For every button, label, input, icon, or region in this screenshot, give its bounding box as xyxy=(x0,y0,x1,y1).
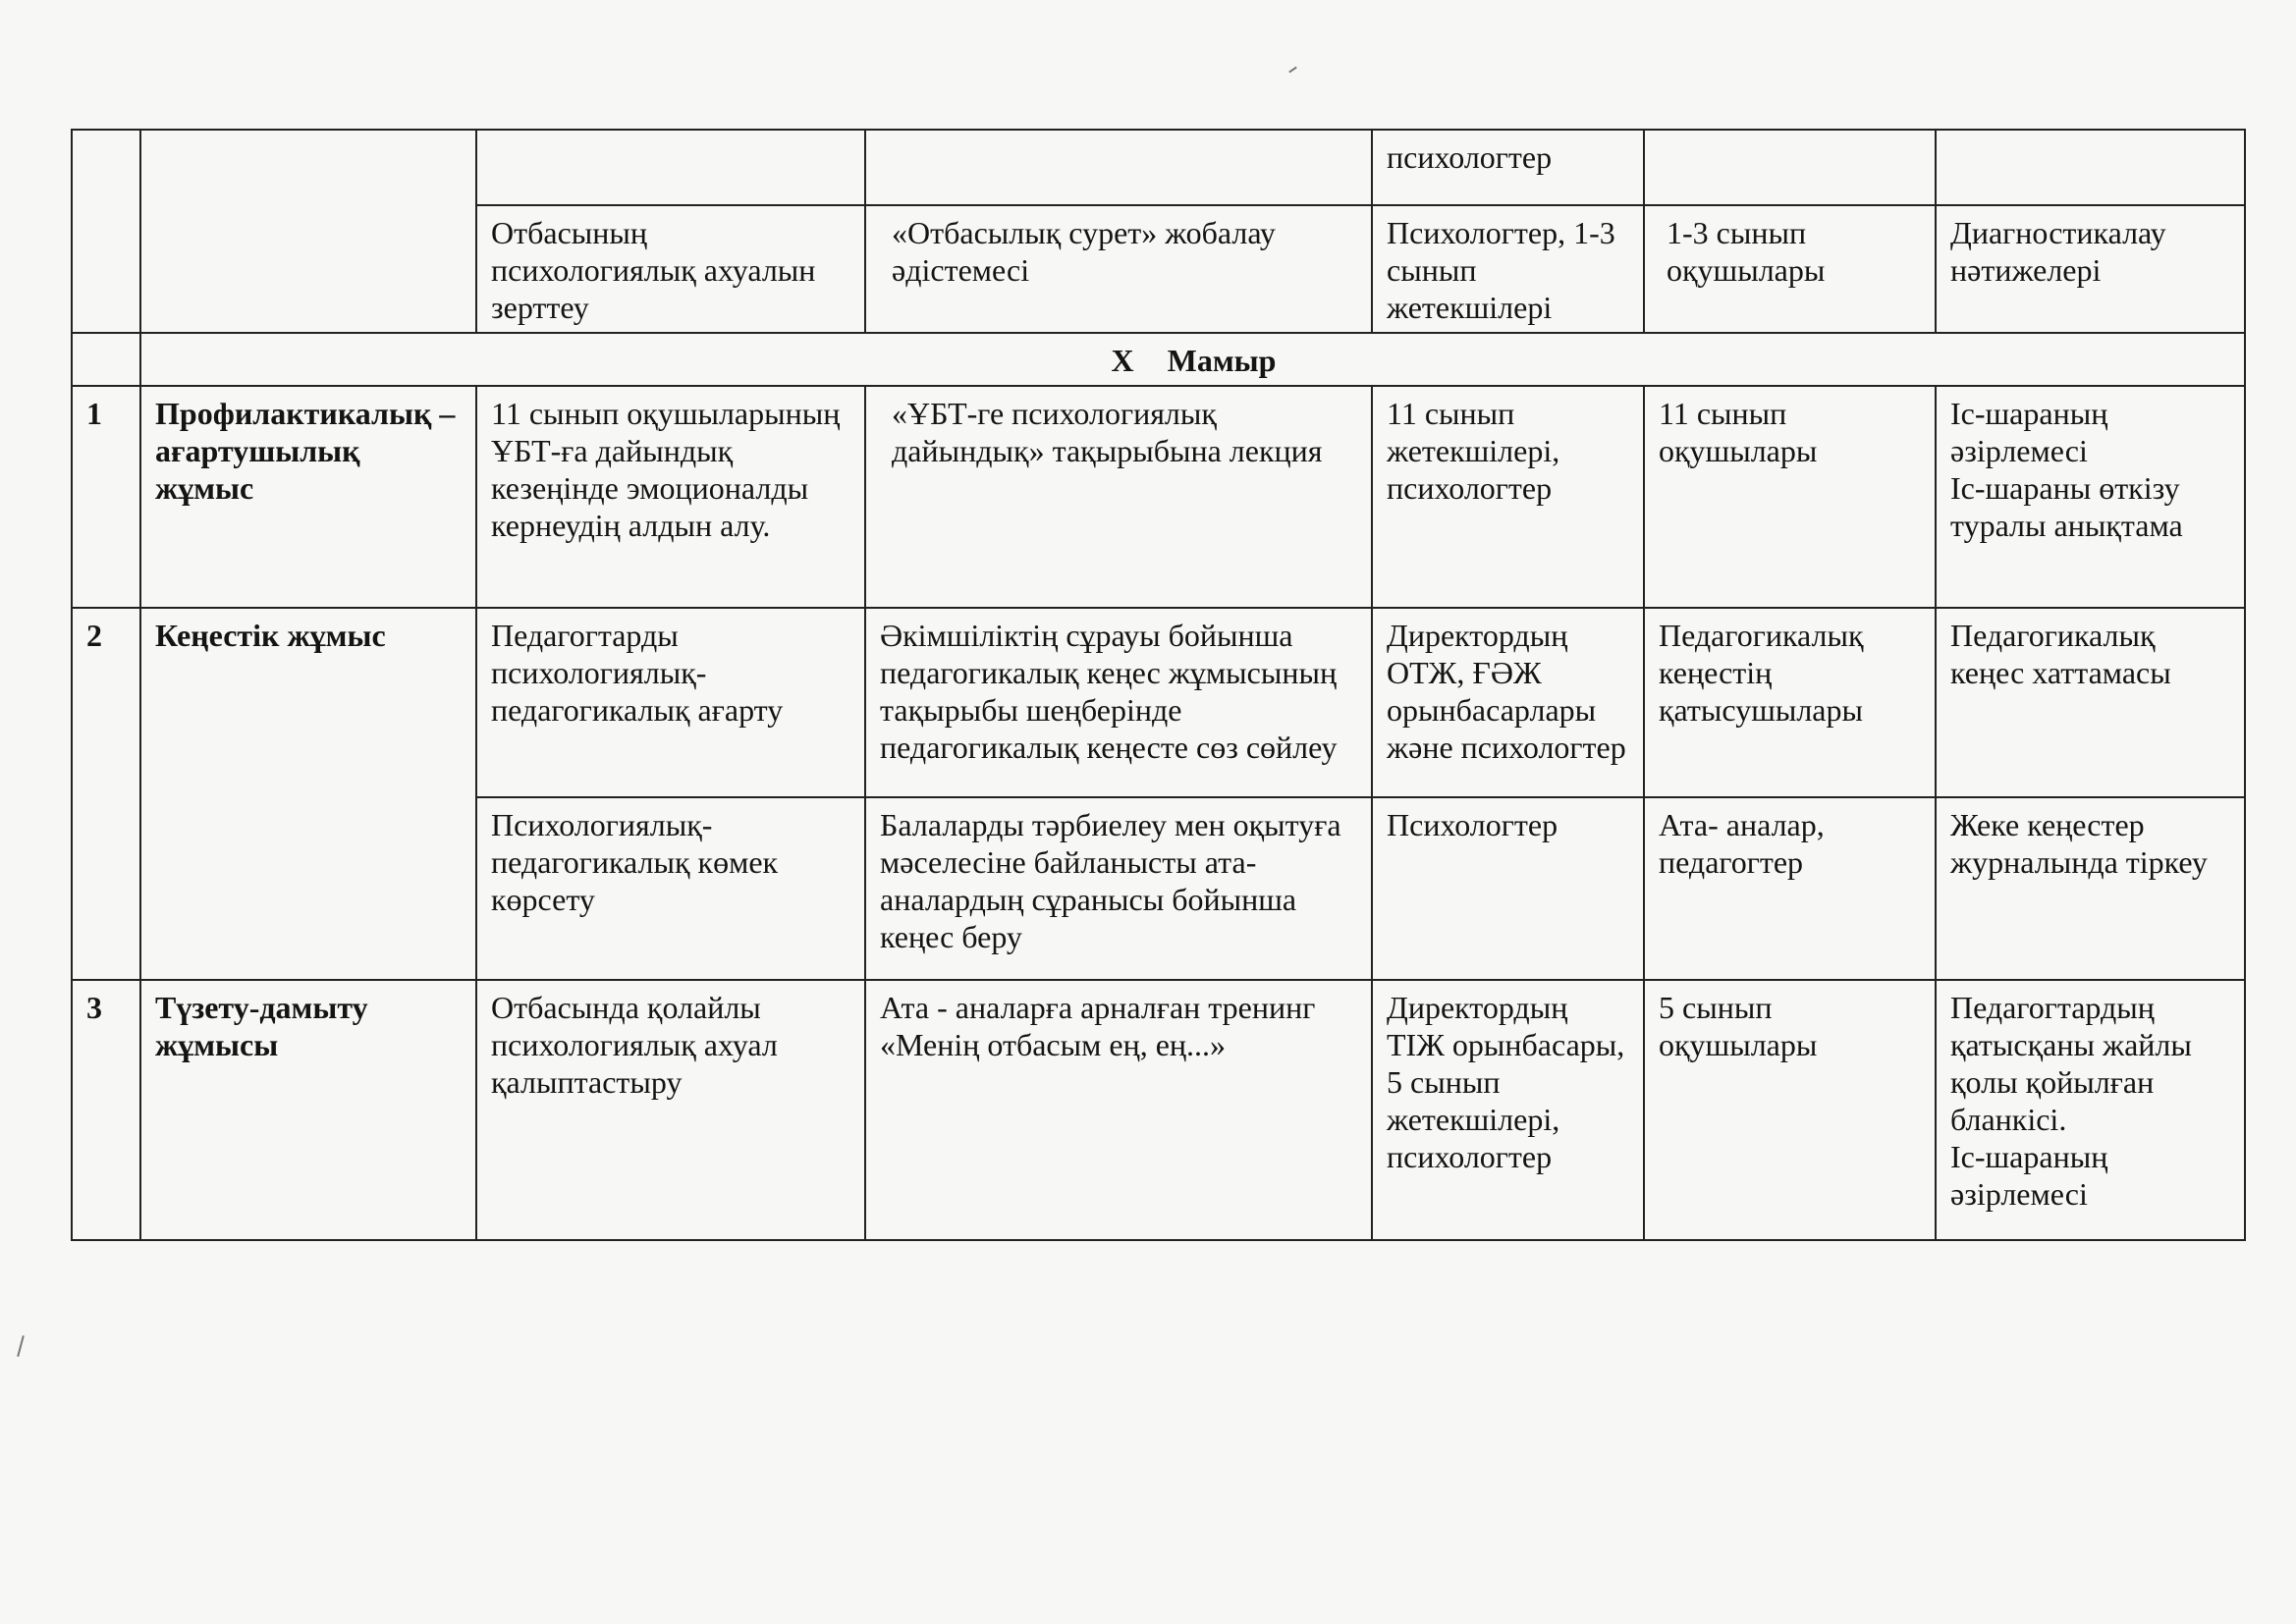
num-cell xyxy=(72,333,140,386)
num-cell xyxy=(72,130,140,333)
responsible-cell: Директордың ТІЖ орынбасары, 5 сынып жетекшілері, психологтер xyxy=(1372,980,1644,1240)
result-cell xyxy=(1936,386,2245,608)
result-line: Педагогикалық кеңес хаттамасы xyxy=(1950,618,2171,690)
result-cell: Диагностикалау нәтижелері xyxy=(1936,205,2245,333)
table-row xyxy=(72,980,2245,1240)
table-row xyxy=(72,130,2245,205)
month-name: Мамыр xyxy=(1167,343,1277,378)
result-cell xyxy=(1936,980,2245,1240)
responsible-cell: Психологтер, 1-3 сынып жетекшілері xyxy=(1372,205,1644,333)
direction-cell: Профилактикалық –ағартушылық жұмыс xyxy=(140,386,476,608)
result-cell xyxy=(1936,797,2245,980)
result-line: Педагогтардың қатысқаны жайлы қолы қойылған бланкісі. xyxy=(1950,990,2192,1137)
responsible-cell: Директордың ОТЖ, ҒӘЖ орынбасарлары және психологтер xyxy=(1372,608,1644,797)
result-line: Жеке кеңестер журналында тіркеу xyxy=(1950,807,2208,880)
direction-cell: Кеңестік жұмыс xyxy=(140,608,476,980)
form-cell: Ата - аналарға арналған тренинг «Менің отбасым ең, ең...» xyxy=(865,980,1372,1240)
form-cell: «ҰБТ-ге психологиялық дайындық» тақырыбына лекция xyxy=(865,386,1372,608)
row-number: 2 xyxy=(72,608,140,980)
result-cell xyxy=(1936,608,2245,797)
table-row xyxy=(72,386,2245,608)
form-cell: Балаларды тәрбиелеу мен оқытуға мәселесіне байланысты ата-аналардың сұранысы бойынша кеңес беру xyxy=(865,797,1372,980)
participants-cell: 5 сынып оқушылары xyxy=(1644,980,1936,1240)
result-line: Іс-шараның әзірлемесі xyxy=(1950,396,2108,468)
participants-cell xyxy=(1644,130,1936,205)
participants-cell: 1-3 сынып оқушылары xyxy=(1644,205,1936,333)
objective-cell xyxy=(476,130,865,205)
objective-cell: Отбасында қолайлы психологиялық ахуал қалыптастыру xyxy=(476,980,865,1240)
row-number: 3 xyxy=(72,980,140,1240)
responsible-cell: 11 сынып жетекшілері, психологтер xyxy=(1372,386,1644,608)
form-cell: Әкімшіліктің сұрауы бойынша педагогикалық кеңес жұмысының тақырыбы шеңберінде педагогикалық кеңесте сөз сөйлеу xyxy=(865,608,1372,797)
table-row xyxy=(72,608,2245,797)
work-plan-table xyxy=(71,129,2246,1241)
month-heading xyxy=(140,333,2245,386)
participants-cell: Ата- аналар, педагогтер xyxy=(1644,797,1936,980)
objective-cell: Педагогтарды психологиялық-педагогикалық ағарту xyxy=(476,608,865,797)
row-number: 1 xyxy=(72,386,140,608)
month-numeral: X xyxy=(1111,343,1134,378)
objective-cell: Психологиялық-педагогикалық көмек көрсету xyxy=(476,797,865,980)
objective-cell: Отбасының психологиялық ахуалын зерттеу xyxy=(476,205,865,333)
pen-mark xyxy=(17,1335,25,1357)
pen-mark xyxy=(1288,67,1297,74)
month-row xyxy=(72,333,2245,386)
form-cell xyxy=(865,130,1372,205)
participants-cell: 11 сынып оқушылары xyxy=(1644,386,1936,608)
result-line: Іс-шараның әзірлемесі xyxy=(1950,1139,2108,1212)
responsible-cell: психологтер xyxy=(1372,130,1644,205)
participants-cell: Педагогикалық кеңестің қатысушылары xyxy=(1644,608,1936,797)
direction-cell: Түзету-дамыту жұмысы xyxy=(140,980,476,1240)
direction-cell xyxy=(140,130,476,333)
form-cell: «Отбасылық сурет» жобалау әдістемесі xyxy=(865,205,1372,333)
result-line: Іс-шараны өткізу туралы анықтама xyxy=(1950,470,2183,543)
result-cell xyxy=(1936,130,2245,205)
responsible-cell: Психологтер xyxy=(1372,797,1644,980)
objective-cell: 11 сынып оқушыларының ҰБТ-ға дайындық кезеңінде эмоционалды кернеудің алдын алу. xyxy=(476,386,865,608)
